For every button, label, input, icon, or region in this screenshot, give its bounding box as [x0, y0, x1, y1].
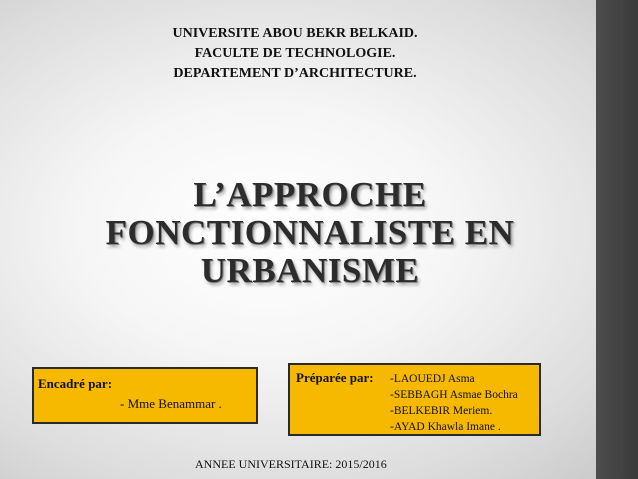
institution-header [145, 24, 445, 84]
supervisor-label: Encadré par: [38, 376, 113, 391]
student-name: -SEBBAGH Asmae Bochra [390, 389, 518, 401]
student-name: -AYAD Khawla Imane . [390, 421, 501, 433]
department-name: DEPARTEMENT D’ARCHITECTURE. [173, 66, 417, 81]
student-name: -LAOUEDJ Asma [390, 373, 475, 385]
side-decoration-bar [596, 0, 638, 479]
prepared-by-box [288, 363, 541, 436]
academic-year: ANNEE UNIVERSITAIRE: 2015/2016 [195, 457, 387, 471]
student-list [390, 371, 518, 435]
supervisor-name: - Mme Benammar . [120, 396, 222, 411]
faculty-name: FACULTE DE TECHNOLOGIE. [194, 46, 396, 61]
supervisor-box [32, 367, 258, 424]
title-line-2: FONCTIONNALISTE EN [105, 213, 515, 252]
student-name: -BELKEBIR Meriem. [390, 405, 493, 417]
title-line-3: URBANISME [200, 251, 420, 290]
university-name: UNIVERSITE ABOU BEKR BELKAID. [172, 26, 418, 41]
prepared-by-label: Préparée par: [296, 370, 374, 385]
title-line-1: L’APPROCHE [193, 175, 427, 214]
slide-title [60, 176, 560, 290]
